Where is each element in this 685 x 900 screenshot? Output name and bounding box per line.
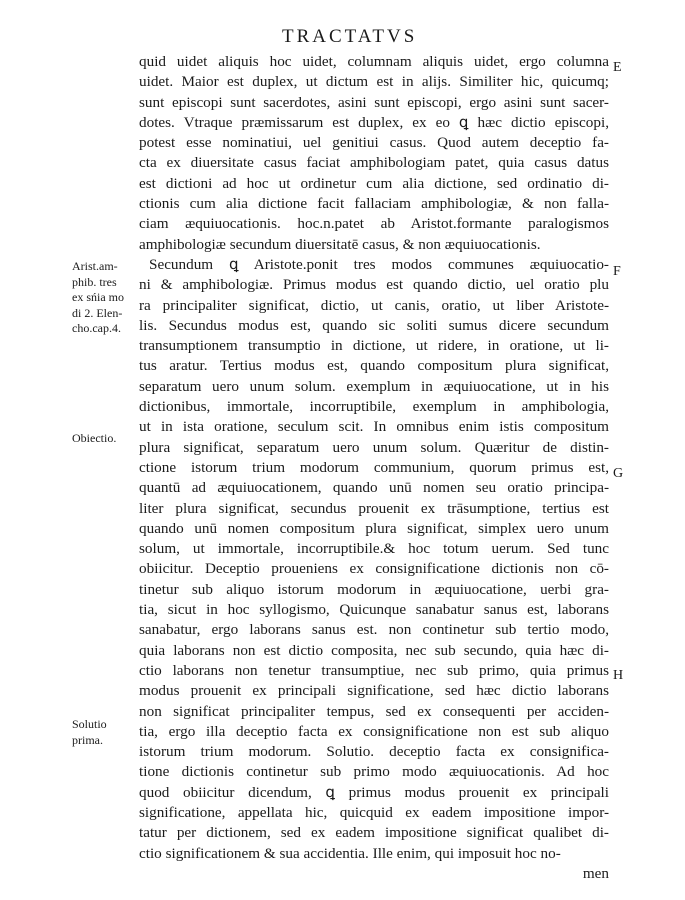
text-line: ctionis cum alia dictione facit fallaciam amphibologiæ, & non falla-: [139, 195, 609, 213]
section-letter-e: E: [613, 60, 622, 75]
text-line: tione dictionis continetur sub primo modo æquiuocationis. Ad hoc: [139, 763, 609, 781]
text-line: men: [582, 864, 609, 882]
text-line: sunt episcopi sunt sacerdotes, asini sunt episcopi, ergo asini sunt sacer-: [139, 93, 609, 111]
margin-note-line: Arist.am-: [72, 259, 118, 273]
margin-note-line: cho.cap.4.: [72, 321, 121, 335]
text-line: ctio significationem & sua accidentia. Ille enim, qui imposuit hoc no-: [139, 844, 561, 862]
margin-note-line: prima.: [72, 732, 103, 747]
text-line: quid uidet aliquis hoc uidet, columnam aliquis uidet, ergo columna: [139, 53, 609, 70]
text-line: quod obiicitur dicendum, ꝗ primus modus prouenit ex principali: [139, 783, 609, 801]
text-line: separatum uero unum solum. exemplum in æquiuocatione, ut in his: [139, 377, 609, 395]
margin-note-line: phib. tres: [72, 274, 117, 289]
text-line: tatur per dictionem, sed ex eadem impositione significat qualibet di-: [139, 824, 609, 842]
text-line: ra principaliter significat, dictio, ut canis, oratio, ut liber Aristote-: [139, 296, 609, 314]
text-line: transumptionem transumptio in dictione, ut ridere, in oratione, ut li-: [139, 337, 609, 355]
section-letter-g: G: [613, 466, 624, 481]
text-line: amphibologiæ secundum diuersitatē casus, & non æquiuocationis.: [139, 235, 541, 253]
text-line: tia, ergo illa deceptio facta ex consignificatione non est sub aliquo: [139, 722, 609, 740]
text-line: quia laborans non est dictio composita, nec sub secundo, quia hæc di-: [139, 641, 609, 659]
text-line: lis. Secundus modus est, quando sic soliti sumus dicere secundum: [139, 316, 609, 334]
text-line: tinetur sub aliquo istorum modorum in æquiuocatione, uerbi gra-: [139, 580, 609, 598]
text-line: modus prouenit ex principali significatione, sed hæc dictio laborans: [139, 682, 609, 700]
text-line: significatione, appellata hic, quicquid ex eadem impositione impor-: [139, 803, 609, 821]
text-line: ctione istorum trium modorum communium, quorum primus est,: [139, 458, 609, 476]
text-line: dotes. Vtraque præmissarum est duplex, ex eo ꝗ hæc dictio episcopi,: [139, 113, 609, 131]
text-line: liter plura significat, secundus prouenit ex trāsumptione, tertius est: [139, 499, 609, 517]
text-line: obiicitur. Deceptio proueniens ex consignificatione dictionis non cō-: [139, 560, 609, 578]
text-line: istorum trium modorum. Solutio. deceptio facta ex consignifica-: [139, 743, 609, 761]
text-line: quantū ad æquiuocationem, quando unū nomen seu oratio principa-: [139, 479, 609, 497]
text-line: tia, sicut in hoc syllogismo, Quicunque sanabatur sanus est, laborans: [139, 601, 609, 619]
text-line: est dictioni ad hoc ut ordinetur cum alia dictione, sed ordinatio di-: [139, 174, 609, 192]
text-line: plura significat, separatum uero unum solum. Quæritur de distin-: [139, 438, 609, 456]
margin-note-line: Solutio: [72, 717, 107, 731]
text-line: ctio laborans non tenetur transumptiue, nec sub primo, quia primus: [139, 661, 609, 679]
section-letter-h: H: [613, 668, 624, 683]
text-line: quando unū nomen compositum plura significat, simplex uero unum: [139, 519, 609, 537]
main-text-block: [139, 52, 609, 884]
text-line: ni & amphibologiæ. Primus modus est quando dictio, uel oratio plu: [139, 276, 609, 294]
text-line: ut in ista oratione, seculum scit. In omnibus enim istis compositum: [139, 418, 609, 436]
text-line: ciam æquiuocationis. hoc.n.patet ab Aristot.formante paralogismos: [139, 215, 609, 233]
text-line: sanabatur, ergo laborans sanus est. non continetur sub tertio modo,: [139, 621, 609, 639]
text-line: solum, ut immortale, incorruptibile.& hoc totum uerum. Sed tunc: [139, 540, 609, 558]
text-line: non significat principaliter tempus, sed ex consequenti per acciden-: [139, 702, 609, 720]
text-line: potest esse nominatiui, uel genitiui casus. Quod autem deceptio fa-: [139, 134, 609, 152]
text-line: uidet. Maior est duplex, ut dictum est in alijs. Similiter hic, quicumq;: [139, 73, 609, 91]
text-line: cta ex diuersitate casus faciat amphibologiam patet, quia casus datus: [139, 154, 609, 172]
section-letter-f: F: [613, 264, 621, 279]
running-header: TRACTATVS: [282, 26, 418, 47]
margin-note-solutio: [72, 717, 138, 748]
text-line: tus aratur. Tertius modus est, quando compositum plura significat,: [139, 357, 609, 375]
text-line: dictionibus, immortale, incorruptibile, exemplum in amphibologia,: [139, 398, 609, 416]
margin-note-arist: [72, 259, 138, 337]
text-line: Secundum ꝗ Aristote.ponit tres modos communes æquiuocatio-: [149, 255, 609, 273]
margin-note-line: di 2. Elen-: [72, 305, 123, 320]
margin-note-line: ex sńia mo: [72, 290, 124, 304]
margin-note-line: Obiectio.: [72, 431, 117, 445]
margin-note-obiectio: [72, 431, 138, 447]
